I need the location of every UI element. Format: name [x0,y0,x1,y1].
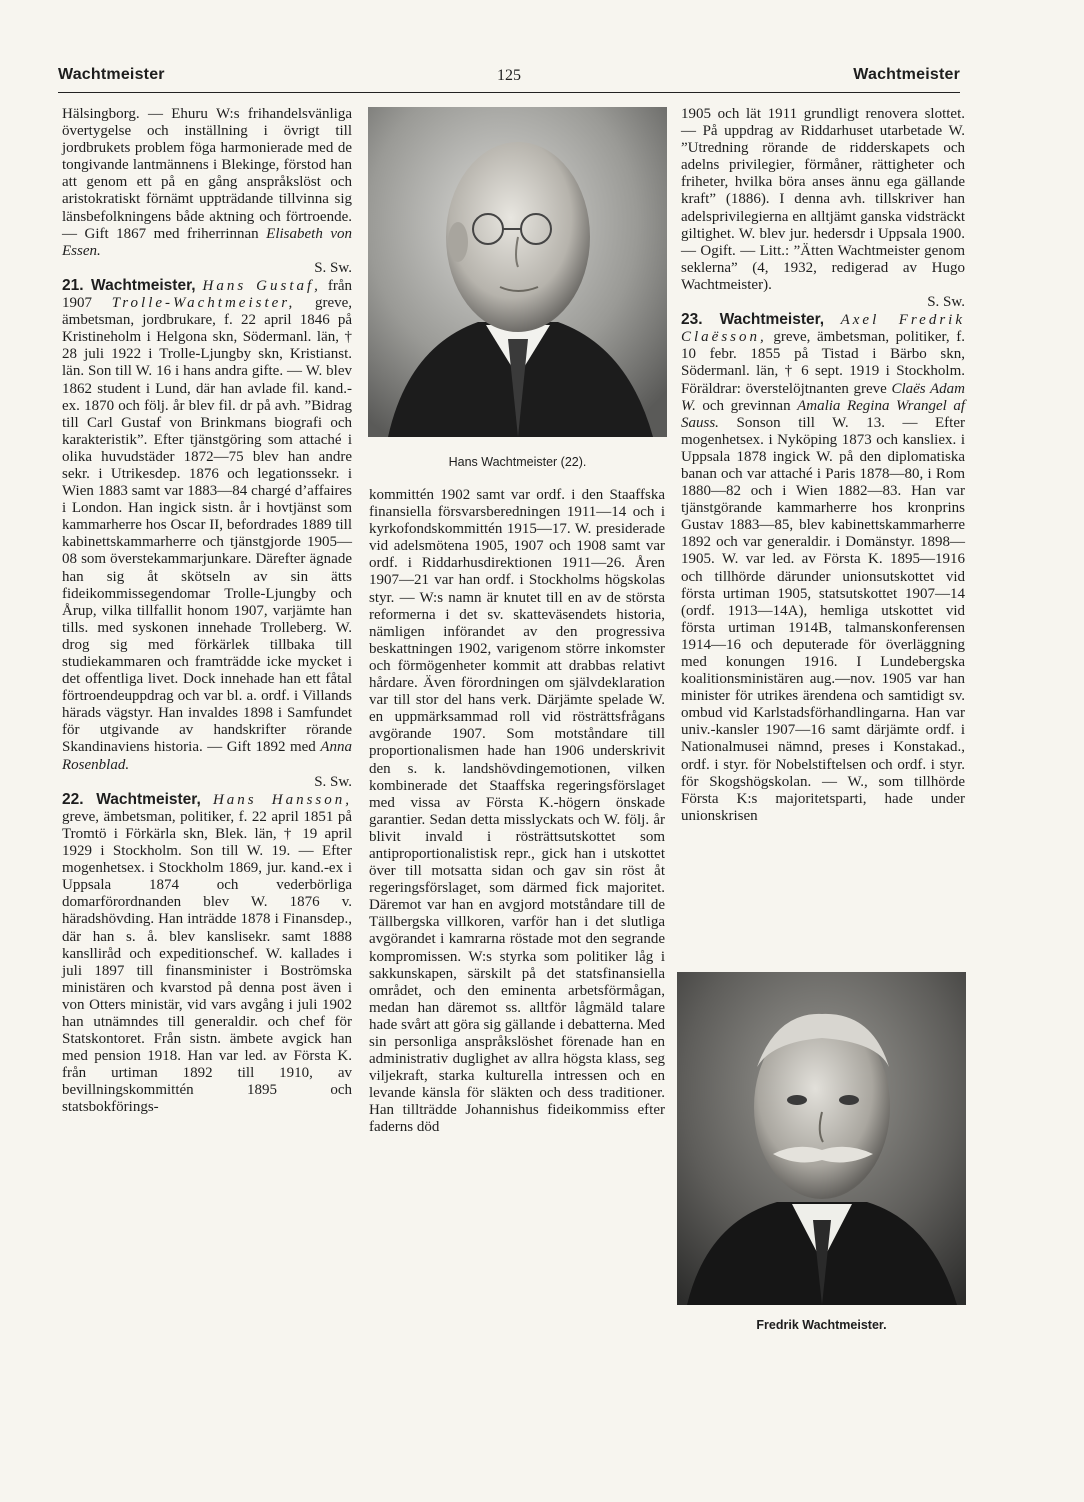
entry-21-from: från 1907 [62,277,352,312]
entry-21-heading: 21. Wachtmeister, [62,276,196,294]
header-right-title: Wachtmeister [853,66,960,83]
portrait-hans-drawing [368,107,667,437]
entry-21 [62,277,352,791]
entry-22 [62,791,352,1117]
entry-23-text-1: greve, ämbetsman, politiker, f. 10 febr. 1855 på Tistad i Bärbo skn, Södermanl. län, † 6 sept. 1919 i Stockholm. Föräldrar: överstelöjtnanten greve [681,329,965,397]
portrait-hans-wachtmeister [368,107,667,437]
entry-21-text: greve, ämbetsman, jordbrukare, f. 22 april 1846 på Kristineholm i Helgona skn, Södermanl. län, † 28 juli 1922 i Trolle-Ljungby skn, Kristianst. län. Son till W. 16 i hans andra gifte. — W. blev 1862 student i Lund, där han avlade fil. kand.-ex. 1870 och följ. år blev fil. dr på avh. ”Bidrag till Carl Gustaf von Brinkmans biografi och karakteristik”. Efter tjänstgöring som attaché i olika huvudstäder 1872—75 blev han andre sekr. i Utrikesdep. 1876 och legationssekr. i Wien 1883 samt var 1883—84 chargé d’affaires i London. Han ingick sistn. år i hovtjänst som kammarherre hos Oscar II, befordrades 1889 till kabinettskammarherre och tjänstgjorde 1905—08 som överstekammarjunkare. Därefter ägnade han sig åt skötseln av sin ätts fideikommissegendomar Trolle-Ljungby och Årup, vilka tillfallit honom 1907, varjämte han tills. med syskonen innehade Trolleberg. W. drog sig med förkärlek tillbaka till studiekammaren och framträdde icke mycket i det offentliga livet. Dock innehade han ett fåtal förtroendeuppdrag och var bl. a. ordf. i Villands härads vägstyr. Han invaldes 1898 i Samfundet för utgivande av handskrifter rörande Skandinaviens historia. — Gift 1892 med [62,295,353,756]
entry-21-wife: Anna Rosenblad. [62,739,352,773]
entry-20-text: Hälsingborg. — Ehuru W:s frihandelsvänliga övertygelse och inställning i övrigt till jordbrukets problem föga harmonierade med de tongivande lantmännens i Blekinge, förstod han att genom ett på en gång anspråkslöst och aristokratiskt förnämt uppträdande tillvinna sig länsbefolkningens både aktning och förtroende. — Gift 1867 med friherrinnan [62,106,352,242]
text-column-3 [681,106,965,825]
entry-22-signature: S. Sw. [927,294,965,311]
entry-22-continued: kommittén 1902 samt var ordf. i den Staaffska finansiella försvarsberedningen 1911—14 och i kyrkofondskommittén 1915—17. W. presiderade vid adelsmötena 1905, 1907 och 1908 samt var ordf. i Riddarhusdirektionen 1911—26. Åren 1907—21 var han ordf. i Stockholms högskolas styr. — W:s namn är knutet till en av de största reformerna i det sv. skatteväsendets historia, nämligen införandet av den progressiva beskattningen 1902, varigenom större inkomster och förmögenheter kommit att drabbas relativt hårdare. Även förordningen om självdeklaration var till stor del hans verk. Därjämte spelade W. en uppmärksammad roll vid rösträttsfrågans avgörande 1907. Som motståndare till proportionalismen hade han 1906 underskrivit den s. k. landshövdingemotionen, vilken kombinerade det Staaffska regeringsförslaget med vissa av Första K.-högern önskade garantier. Sedan detta misslyckats och W. följ. år blivit invald i rösträttsutskottet som antiproportionalistisk repr., gick han i utskottet över till motsatta sidan och gav sin röst åt regeringsförslaget, som därmed fick majoritet. Däremot var han en avgjord motståndare till de Tällbergska villkoren, varför han i det slutliga avgörandet i kamrarna röstade mot den segrande kompromissen. W:s styrka som politiker låg i sakkunskapen, särskilt på det statsfinansiella området, och den eminenta arbetsförmågan, medan han däremot ss. alltför lågmäld talare hade svårt att göra sig gällande i debatterna. Med sin personliga anspråkslöshet förenade han en administrativ duglighet av allra högsta klass, seg viljekraft, starka kulturella intressen och en levande känsla för släkten och dess traditioner. Han tillträdde Johannishus fideikommiss efter faderns död [369,487,665,1136]
entry-21-signature: S. Sw. [314,773,352,790]
entry-23-mother: Amalia Regina Wrangel af Sauss. [681,397,965,431]
portrait-fredrik-caption: Fredrik Wachtmeister. [756,1318,887,1332]
entry-20-tail [62,106,352,277]
entry-22-name: Hans Hansson, [212,791,353,808]
portrait-fredrik-drawing [677,972,966,1305]
entry-23 [681,311,965,825]
entry-23-name: Axel Fredrik Claësson, [681,312,965,346]
entry-22-text: greve, ämbetsman, politiker, f. 22 april 1851 på Tromtö i Förkärla skn, Blek. län, † 19 april 1929 i Stockholm. Son till W. 19. — Efter mogenhetsex. i Stockholm 1869, jur. kand.-ex i Uppsala 1874 och vederbörliga domarförordnanden blev W. 1876 v. häradshövding. Han inträdde 1878 i Finansdep., där han s. å. blev kanslisekr. samt 1888 kanslliråd och expeditionschef. W. kallades i juli 1897 till finansminister i Boströmska ministären och kvarstod på denna post även i von Otters ministär, vid vars avgång i juli 1902 han utnämndes till generaldir. och chef för Statskontoret. Från sistn. ämbete avgick han med pension 1918. Han var led. av Första K. från urtiman 1892 till 1910, av bevillningskommittén 1895 och statsbokförings- [62,808,352,1116]
page-number: 125 [497,67,521,84]
entry-21-name2: Trolle-Wachtmeister, [111,295,296,312]
running-header [58,64,960,93]
entry-23-text-3: Sonson till W. 13. — Efter mogenhetsex. i Nyköping 1873 och kansliex. i Uppsala 1878 ingick W. på den diplomatiska banan och var attaché i Paris 1878—80, i Rom 1880—82 och i Wien 1882—83. Han var tjänstgörande kammarherre hos kronprins Gustav 1883—85, blev kabinettskammarherre 1892 och var generaldir. i Domänstyr. 1898—1905. W. var led. av Första K. 1895—1916 och tillhörde därunder unionsutskottet vid första urtiman 1905, statsutskottet 1907—14 (ordf. 1913—14A), hemliga utskottet vid första urtiman 1914B, talmanskonferensen 1914—16 och deputerade för överläggning med konungen 1916. I Lundebergska koalitionsministären aug.—nov. 1905 var han minister för utrikes ärendena och samtidigt sv. ombud vid Karlstadsförhandlingarna. Han var univ.-kansler 1907—16 samt därjämte ordf. i Nationalmusei nämnd, preses i Konstakad., ordf. i styr. för Nobelstiftelsen och ordf. i styr. för Skogshögskolan. — W., som tillhörde Första K:s majoritetsparti, hade under unionskrisen [681,414,965,824]
entry-22-end-text: 1905 och lät 1911 grundligt renovera slottet. — På uppdrag av Riddarhuset utarbetade W. ”Utredning rörande de ridderskapets och adelns privilegier, förmåner, rättigheter och friheter, hvilka böra anses ännu ega gällande kraft” (1886). I denna avh. tillskriver han adelsprivilegierna en alltjämt ganska vidsträckt giltighet. W. blev jur. hedersdr i Uppsala 1900. — Ogift. — Litt.: ”Ätten Wachtmeister genom seklerna” (4, 1932, redigerad av Hugo Wachtmeister). [681,106,965,293]
entry-22-heading: 22. Wachtmeister, [62,790,201,808]
text-column-1 [62,106,352,1117]
text-column-2 [369,487,665,1137]
entry-20-signature: S. Sw. [314,259,352,276]
header-left-title: Wachtmeister [58,66,165,83]
entry-23-text-2: och grevinnan [695,397,798,414]
entry-20-wife: Elisabeth von Essen. [62,225,352,259]
entry-23-father: Claës Adam W. [681,380,965,414]
entry-21-name: Hans Gustaf, [202,277,321,294]
portrait-hans-caption: Hans Wachtmeister (22). [448,455,587,469]
portrait-fredrik-wachtmeister [677,972,966,1305]
entry-22-end [681,106,965,311]
entry-23-heading: 23. Wachtmeister, [681,311,825,329]
